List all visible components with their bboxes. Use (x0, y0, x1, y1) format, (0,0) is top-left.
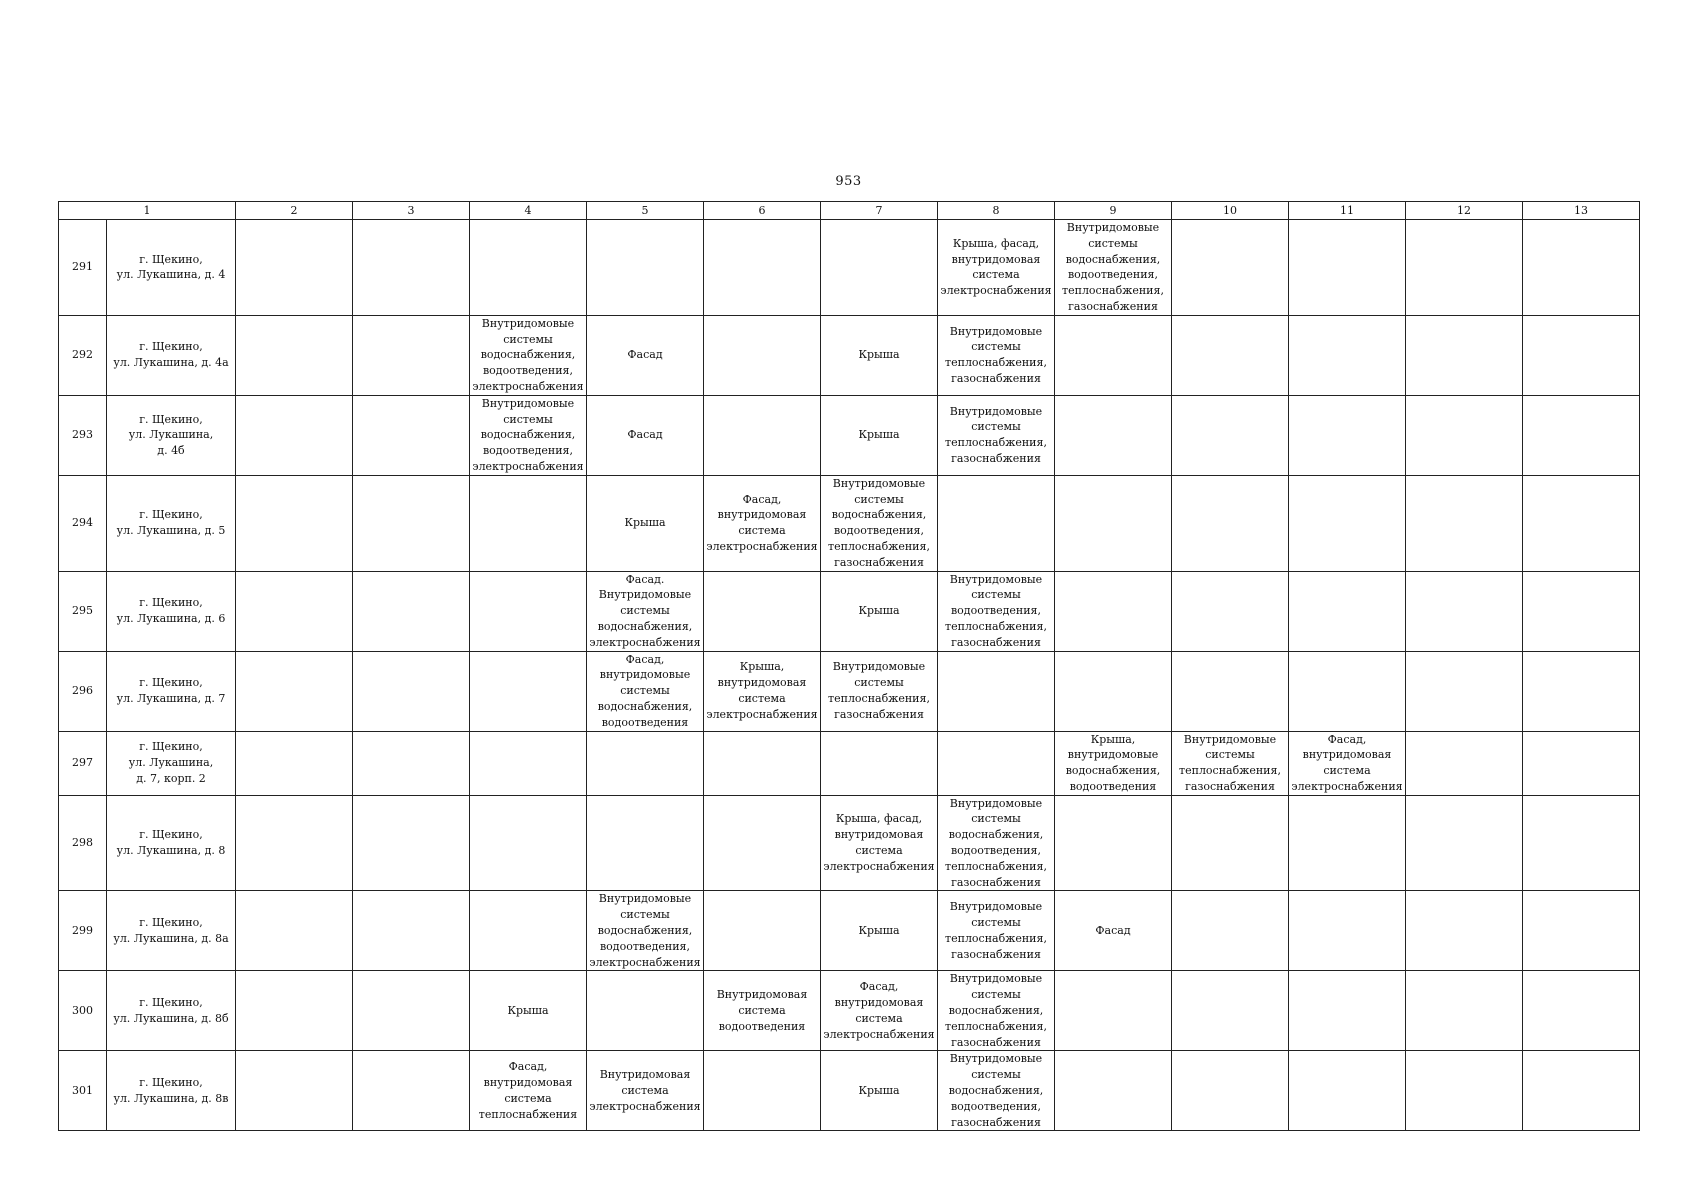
column-header: 8 (938, 202, 1055, 220)
table-row (59, 475, 1640, 571)
work-cell-col-4 (470, 1051, 587, 1131)
work-cell-col-5 (587, 475, 704, 571)
work-cell-col-8 (938, 971, 1055, 1051)
work-cell-col-7 (821, 891, 938, 971)
table-row (59, 891, 1640, 971)
work-cell-col-11 (1289, 571, 1406, 651)
work-cell-col-10 (1172, 395, 1289, 475)
work-cell-col-12 (1406, 971, 1523, 1051)
work-cell-col-4 (470, 220, 587, 316)
work-cell-col-2 (236, 1051, 353, 1131)
work-cell-col-12 (1406, 395, 1523, 475)
work-cell-col-5 (587, 571, 704, 651)
work-cell-col-8-text: Внутридомовые системы теплоснабжения, газоснабжения (945, 404, 1047, 466)
table-row (59, 1051, 1640, 1131)
address-cell (107, 651, 236, 731)
column-number-header-row (59, 202, 1640, 220)
row-number-cell-text: 297 (72, 756, 93, 770)
work-cell-col-13 (1523, 795, 1640, 891)
work-cell-col-5 (587, 795, 704, 891)
work-cell-col-8 (938, 891, 1055, 971)
work-cell-col-11 (1289, 315, 1406, 395)
address-cell (107, 571, 236, 651)
repair-schedule-table (58, 201, 1640, 1131)
work-cell-col-9 (1055, 651, 1172, 731)
address-cell-text: г. Щекино, ул. Лукашина, д. 8в (113, 1076, 229, 1105)
work-cell-col-5 (587, 220, 704, 316)
address-cell-text: г. Щекино, ул. Лукашина, д. 8б (113, 996, 229, 1025)
work-cell-col-7 (821, 475, 938, 571)
work-cell-col-2 (236, 315, 353, 395)
work-cell-col-6-text: Фасад, внутридомовая система электроснабжения (706, 492, 818, 553)
work-cell-col-6 (704, 971, 821, 1051)
work-cell-col-8 (938, 731, 1055, 795)
row-number-cell-text: 299 (72, 924, 93, 938)
work-cell-col-7-text: Внутридомовые системы водоснабжения, водоотведения, теплоснабжения, газоснабжения (828, 476, 930, 569)
work-cell-col-12 (1406, 475, 1523, 571)
work-cell-col-8 (938, 571, 1055, 651)
row-number-cell-text: 294 (72, 516, 93, 530)
work-cell-col-10 (1172, 571, 1289, 651)
work-cell-col-2 (236, 220, 353, 316)
work-cell-col-8 (938, 651, 1055, 731)
work-cell-col-13 (1523, 651, 1640, 731)
work-cell-col-4-text: Внутридомовые системы водоснабжения, водоотведения, электроснабжения (472, 316, 584, 393)
work-cell-col-6 (704, 1051, 821, 1131)
work-cell-col-12 (1406, 731, 1523, 795)
work-cell-col-6 (704, 395, 821, 475)
column-header: 4 (470, 202, 587, 220)
work-cell-col-8-text: Внутридомовые системы теплоснабжения, газоснабжения (945, 900, 1047, 961)
row-number-cell (59, 651, 107, 731)
work-cell-col-8-text: Внутридомовые системы водоснабжения, теплоснабжения, газоснабжения (945, 972, 1047, 1049)
work-cell-col-5 (587, 651, 704, 731)
table-row (59, 571, 1640, 651)
work-cell-col-7-text: Крыша (858, 1084, 900, 1098)
work-cell-col-9-text: Внутридомовые системы водоснабжения, водоотведения, теплоснабжения, газоснабжения (1062, 221, 1164, 313)
work-cell-col-8-text: Внутридомовые системы водоснабжения, водоотведения, газоснабжения (948, 1052, 1044, 1129)
table-row (59, 731, 1640, 795)
work-cell-col-13 (1523, 475, 1640, 571)
address-cell (107, 1051, 236, 1131)
work-cell-col-13 (1523, 1051, 1640, 1131)
row-number-cell (59, 475, 107, 571)
work-cell-col-5 (587, 395, 704, 475)
work-cell-col-11-text: Фасад, внутридомовая система электроснабжения (1291, 732, 1403, 793)
work-cell-col-2 (236, 891, 353, 971)
work-cell-col-4 (470, 571, 587, 651)
work-cell-col-7-text: Крыша, фасад, внутридомовая система электроснабжения (823, 812, 935, 873)
work-cell-col-9 (1055, 395, 1172, 475)
work-cell-col-6-text: Внутридомовая система водоотведения (716, 988, 808, 1033)
work-cell-col-13 (1523, 571, 1640, 651)
address-cell-text: г. Щекино, ул. Лукашина, д. 4б (128, 412, 214, 458)
work-cell-col-6 (704, 315, 821, 395)
work-cell-col-7 (821, 731, 938, 795)
row-number-cell-text: 295 (72, 604, 93, 618)
column-header: 2 (236, 202, 353, 220)
work-cell-col-5-text: Внутридомовые системы водоснабжения, водоотведения, электроснабжения (589, 892, 701, 969)
address-cell (107, 731, 236, 795)
work-cell-col-12 (1406, 315, 1523, 395)
work-cell-col-7 (821, 651, 938, 731)
work-cell-col-7 (821, 395, 938, 475)
row-number-cell (59, 395, 107, 475)
page-number: 953 (835, 174, 862, 189)
work-cell-col-4 (470, 475, 587, 571)
work-cell-col-10 (1172, 971, 1289, 1051)
work-cell-col-8 (938, 395, 1055, 475)
row-number-cell-text: 292 (72, 348, 93, 362)
address-cell-text: г. Щекино, ул. Лукашина, д. 4а (113, 340, 229, 370)
address-cell-text: г. Щекино, ул. Лукашина, д. 7, корп. 2 (128, 740, 214, 785)
work-cell-col-5-text: Фасад (627, 428, 663, 442)
work-cell-col-12 (1406, 220, 1523, 316)
work-cell-col-10 (1172, 651, 1289, 731)
column-header: 13 (1523, 202, 1640, 220)
work-cell-col-13 (1523, 891, 1640, 971)
work-cell-col-7 (821, 315, 938, 395)
work-cell-col-4-text: Внутридомовые системы водоснабжения, водоотведения, электроснабжения (472, 396, 584, 473)
work-cell-col-11 (1289, 891, 1406, 971)
work-cell-col-8 (938, 1051, 1055, 1131)
work-cell-col-12 (1406, 571, 1523, 651)
work-cell-col-12 (1406, 891, 1523, 971)
address-cell-text: г. Щекино, ул. Лукашина, д. 4 (116, 252, 226, 282)
work-cell-col-2 (236, 971, 353, 1051)
work-cell-col-10 (1172, 475, 1289, 571)
work-cell-col-3 (353, 220, 470, 316)
work-cell-col-10-text: Внутридомовые системы теплоснабжения, газоснабжения (1179, 732, 1281, 793)
row-number-cell-text: 291 (72, 260, 93, 274)
row-number-cell-text: 293 (72, 428, 93, 442)
row-number-cell (59, 571, 107, 651)
work-cell-col-2 (236, 475, 353, 571)
column-header: 9 (1055, 202, 1172, 220)
work-cell-col-3 (353, 475, 470, 571)
work-cell-col-7-text: Фасад, внутридомовая система электроснабжения (823, 980, 935, 1041)
work-cell-col-11 (1289, 395, 1406, 475)
work-cell-col-3 (353, 1051, 470, 1131)
address-cell (107, 315, 236, 395)
row-number-cell (59, 971, 107, 1051)
column-header: 6 (704, 202, 821, 220)
work-cell-col-4 (470, 731, 587, 795)
work-cell-col-11 (1289, 971, 1406, 1051)
work-cell-col-12 (1406, 795, 1523, 891)
work-cell-col-10 (1172, 220, 1289, 316)
work-cell-col-7-text: Внутридомовые системы теплоснабжения, газоснабжения (828, 660, 930, 721)
work-cell-col-7-text: Крыша (858, 604, 900, 618)
work-cell-col-6-text: Крыша, внутридомовая система электроснабжения (706, 660, 818, 721)
column-header: 11 (1289, 202, 1406, 220)
work-cell-col-11 (1289, 220, 1406, 316)
table-row (59, 971, 1640, 1051)
work-cell-col-5 (587, 1051, 704, 1131)
address-cell-text: г. Щекино, ул. Лукашина, д. 5 (116, 508, 226, 538)
work-cell-col-8-text: Внутридомовые системы водоотведения, теплоснабжения, газоснабжения (945, 572, 1047, 649)
work-cell-col-5-text: Фасад (627, 348, 663, 362)
address-cell-text: г. Щекино, ул. Лукашина, д. 6 (116, 596, 226, 626)
work-cell-col-6 (704, 651, 821, 731)
work-cell-col-3 (353, 651, 470, 731)
work-cell-col-6 (704, 795, 821, 891)
work-cell-col-11 (1289, 475, 1406, 571)
work-cell-col-8-text: Внутридомовые системы теплоснабжения, газоснабжения (945, 324, 1047, 386)
work-cell-col-2 (236, 571, 353, 651)
row-number-cell (59, 795, 107, 891)
work-cell-col-8 (938, 475, 1055, 571)
table-row (59, 651, 1640, 731)
work-cell-col-5 (587, 891, 704, 971)
work-cell-col-7 (821, 571, 938, 651)
column-header: 5 (587, 202, 704, 220)
work-cell-col-9 (1055, 475, 1172, 571)
address-cell (107, 971, 236, 1051)
row-number-cell-text: 300 (72, 1004, 93, 1018)
work-cell-col-12 (1406, 1051, 1523, 1131)
work-cell-col-7 (821, 971, 938, 1051)
work-cell-col-4 (470, 651, 587, 731)
address-cell (107, 475, 236, 571)
column-header: 3 (353, 202, 470, 220)
work-cell-col-3 (353, 315, 470, 395)
work-cell-col-8-text: Внутридомовые системы водоснабжения, водоотведения, теплоснабжения, газоснабжения (945, 796, 1047, 889)
work-cell-col-3 (353, 731, 470, 795)
work-cell-col-6 (704, 220, 821, 316)
column-header: 12 (1406, 202, 1523, 220)
work-cell-col-4-text: Фасад, внутридомовая система теплоснабжения (478, 1060, 578, 1121)
work-cell-col-8 (938, 315, 1055, 395)
work-cell-col-13 (1523, 731, 1640, 795)
work-cell-col-11 (1289, 795, 1406, 891)
work-cell-col-5-text: Крыша (624, 516, 666, 530)
work-cell-col-9 (1055, 891, 1172, 971)
work-cell-col-9 (1055, 315, 1172, 395)
work-cell-col-7-text: Крыша (858, 348, 900, 362)
work-cell-col-4 (470, 795, 587, 891)
address-cell-text: г. Щекино, ул. Лукашина, д. 8 (116, 828, 226, 858)
row-number-cell-text: 298 (72, 836, 93, 850)
work-cell-col-13 (1523, 395, 1640, 475)
row-number-cell-text: 296 (72, 684, 93, 698)
work-cell-col-3 (353, 571, 470, 651)
address-cell (107, 891, 236, 971)
row-number-cell (59, 891, 107, 971)
row-number-cell-text: 301 (72, 1084, 93, 1098)
work-cell-col-2 (236, 395, 353, 475)
work-cell-col-2 (236, 795, 353, 891)
work-cell-col-10 (1172, 795, 1289, 891)
column-header: 7 (821, 202, 938, 220)
table-row (59, 315, 1640, 395)
work-cell-col-10 (1172, 1051, 1289, 1131)
work-cell-col-4-text: Крыша (507, 1004, 549, 1018)
work-cell-col-6 (704, 731, 821, 795)
work-cell-col-5-text: Фасад. Внутридомовые системы водоснабжения, электроснабжения (589, 572, 701, 649)
row-number-cell (59, 731, 107, 795)
work-cell-col-7 (821, 795, 938, 891)
work-cell-col-4 (470, 315, 587, 395)
work-cell-col-9 (1055, 795, 1172, 891)
work-cell-col-8 (938, 795, 1055, 891)
table-row (59, 395, 1640, 475)
work-cell-col-7 (821, 1051, 938, 1131)
work-cell-col-12 (1406, 651, 1523, 731)
work-cell-col-8 (938, 220, 1055, 316)
work-cell-col-7-text: Крыша (858, 924, 900, 938)
work-cell-col-6 (704, 891, 821, 971)
row-number-cell (59, 1051, 107, 1131)
work-cell-col-11 (1289, 1051, 1406, 1131)
address-cell-text: г. Щекино, ул. Лукашина, д. 7 (116, 676, 226, 705)
table-row (59, 795, 1640, 891)
work-cell-col-13 (1523, 971, 1640, 1051)
table-row (59, 220, 1640, 316)
work-cell-col-5-text: Фасад, внутридомовые системы водоснабжения, водоотведения (597, 652, 693, 729)
work-cell-col-9 (1055, 731, 1172, 795)
work-cell-col-3 (353, 395, 470, 475)
work-cell-col-8-text: Крыша, фасад, внутридомовая система электроснабжения (940, 236, 1052, 298)
work-cell-col-2 (236, 651, 353, 731)
work-cell-col-10 (1172, 731, 1289, 795)
work-cell-col-6 (704, 475, 821, 571)
address-cell (107, 395, 236, 475)
work-cell-col-10 (1172, 315, 1289, 395)
column-header: 1 (59, 202, 236, 220)
work-cell-col-9-text: Крыша, внутридомовые водоснабжения, водоотведения (1065, 732, 1161, 793)
work-cell-col-13 (1523, 315, 1640, 395)
work-cell-col-10 (1172, 891, 1289, 971)
work-cell-col-9-text: Фасад (1095, 924, 1131, 938)
work-cell-col-11 (1289, 731, 1406, 795)
work-cell-col-4 (470, 971, 587, 1051)
column-header: 10 (1172, 202, 1289, 220)
work-cell-col-3 (353, 971, 470, 1051)
work-cell-col-9 (1055, 571, 1172, 651)
work-cell-col-2 (236, 731, 353, 795)
work-cell-col-3 (353, 795, 470, 891)
work-cell-col-3 (353, 891, 470, 971)
address-cell (107, 795, 236, 891)
address-cell (107, 220, 236, 316)
work-cell-col-6 (704, 571, 821, 651)
work-cell-col-5 (587, 315, 704, 395)
work-cell-col-9 (1055, 971, 1172, 1051)
work-cell-col-4 (470, 891, 587, 971)
address-cell-text: г. Щекино, ул. Лукашина, д. 8а (113, 916, 229, 945)
row-number-cell (59, 315, 107, 395)
work-cell-col-4 (470, 395, 587, 475)
work-cell-col-5 (587, 971, 704, 1051)
row-number-cell (59, 220, 107, 316)
work-cell-col-5-text: Внутридомовая система электроснабжения (589, 1068, 701, 1113)
work-cell-col-9 (1055, 1051, 1172, 1131)
work-cell-col-13 (1523, 220, 1640, 316)
work-cell-col-7 (821, 220, 938, 316)
work-cell-col-5 (587, 731, 704, 795)
work-cell-col-9 (1055, 220, 1172, 316)
work-cell-col-7-text: Крыша (858, 428, 900, 442)
work-cell-col-11 (1289, 651, 1406, 731)
